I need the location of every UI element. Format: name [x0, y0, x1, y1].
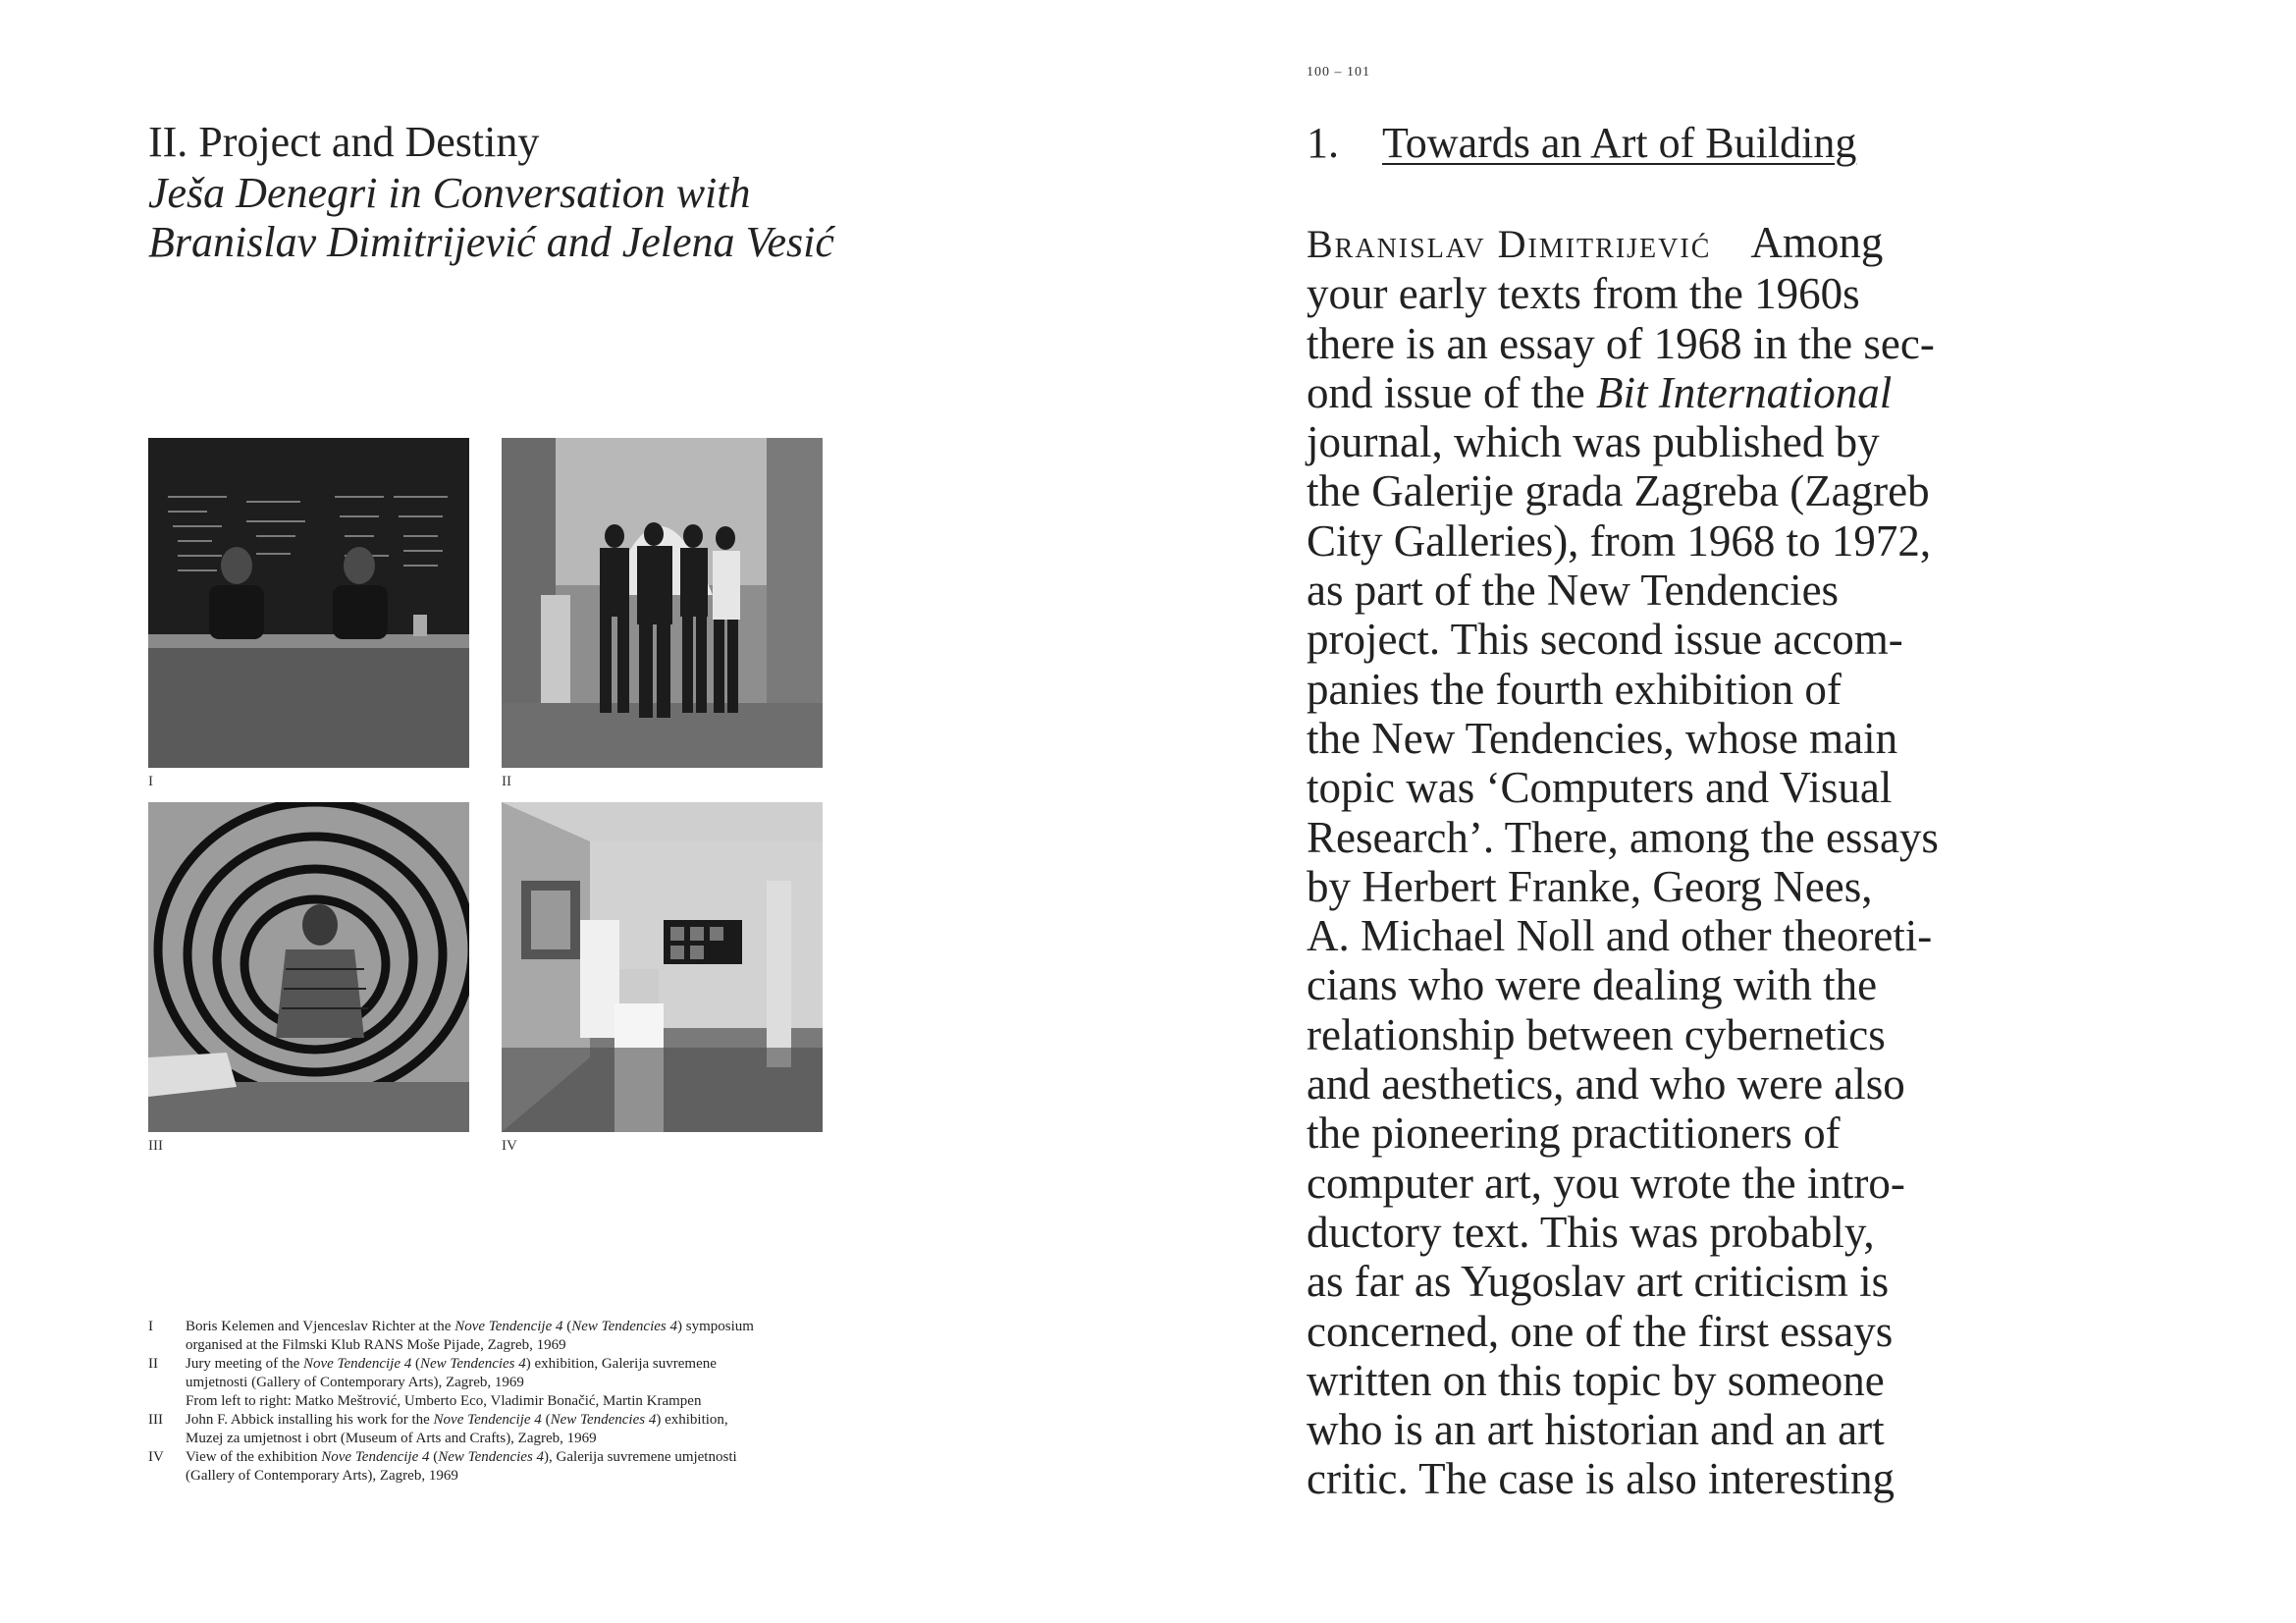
body-line: computer art, you wrote the intro- — [1307, 1158, 1905, 1208]
caption-2 — [148, 1355, 835, 1411]
photo-label-1: I — [148, 774, 153, 789]
jury-meeting-photo — [502, 438, 823, 768]
chapter-subtitle-line2: Branislav Dimitrijević and Jelena Vesić — [148, 218, 834, 266]
page-number: 100 – 101 — [1307, 65, 1370, 80]
caption-text: View of the exhibition — [186, 1449, 322, 1465]
caption-italic: New Tendencies 4 — [571, 1319, 678, 1334]
caption-text: ( — [411, 1356, 420, 1372]
caption-text: Muzej za umjetnost i obrt (Museum of Arts and Crafts), Zagreb, 1969 — [186, 1431, 597, 1446]
caption-text: organised at the Filmski Klub RANS Moše Pijade, Zagreb, 1969 — [186, 1337, 566, 1353]
caption-italic: Nove Tendencije 4 — [454, 1319, 563, 1334]
body-line: as far as Yugoslav art criticism is — [1307, 1257, 1890, 1307]
caption-text: ) exhibition, Galerija suvremene — [525, 1356, 717, 1372]
caption-number: IV — [148, 1449, 164, 1465]
artist-installing-photo — [148, 802, 469, 1132]
caption-4 — [148, 1448, 835, 1486]
body-line: written on this topic by someone — [1307, 1355, 1885, 1405]
caption-text: (Gallery of Contemporary Arts), Zagreb, 1969 — [186, 1468, 458, 1484]
caption-3 — [148, 1411, 835, 1448]
caption-text: ) symposium — [677, 1319, 754, 1334]
body-line: project. This second issue accom- — [1307, 615, 1903, 665]
photo-label-3: III — [148, 1138, 163, 1154]
body-line: critic. The case is also interesting — [1307, 1454, 1895, 1504]
body-line: who is an art historian and an art — [1307, 1405, 1885, 1455]
caption-text: ) exhibition, — [656, 1412, 728, 1428]
body-line: the Galerije grada Zagreba (Zagreb — [1307, 466, 1930, 516]
caption-text: Boris Kelemen and Vjenceslav Richter at the — [186, 1319, 455, 1334]
body-line: by Herbert Franke, Georg Nees, — [1307, 861, 1873, 911]
chapter-subtitle — [148, 169, 1032, 267]
caption-text: John F. Abbick installing his work for the — [186, 1412, 434, 1428]
body-line: journal, which was published by — [1307, 417, 1880, 467]
caption-text: From left to right: Matko Meštrović, Umberto Eco, Vladimir Bonačić, Martin Krampen — [186, 1393, 702, 1409]
caption-text: umjetnosti (Gallery of Contemporary Arts), Zagreb, 1969 — [186, 1375, 524, 1390]
chapter-subtitle-line1: Ješa Denegri in Conversation with — [148, 169, 751, 217]
body-line: cians who were dealing with the — [1307, 960, 1878, 1010]
caption-text: ( — [562, 1319, 572, 1334]
body-line: concerned, one of the first essays — [1307, 1306, 1894, 1356]
caption-italic: New Tendencies 4 — [550, 1412, 657, 1428]
body-line: relationship between cybernetics — [1307, 1009, 1886, 1059]
caption-number: II — [148, 1356, 158, 1372]
caption-text: ( — [429, 1449, 439, 1465]
body-line: City Galleries), from 1968 to 1972, — [1307, 515, 1932, 566]
body-line: the New Tendencies, whose main — [1307, 713, 1898, 763]
caption-italic: Nove Tendencije 4 — [302, 1356, 412, 1372]
body-line: there is an essay of 1968 in the sec- — [1307, 318, 1935, 368]
exhibition-view-photo — [502, 802, 823, 1132]
chapter-title: II. Project and Destiny — [148, 118, 540, 166]
caption-italic: Nove Tendencije 4 — [433, 1412, 542, 1428]
body-line: A. Michael Noll and other theoreti- — [1307, 911, 1933, 961]
section-heading — [1307, 118, 1856, 169]
caption-number: I — [148, 1319, 153, 1334]
photo-label-2: II — [502, 774, 511, 789]
caption-number: III — [148, 1412, 163, 1428]
caption-italic: Nove Tendencije 4 — [321, 1449, 430, 1465]
section-number: 1. — [1307, 119, 1339, 167]
caption-italic: New Tendencies 4 — [438, 1449, 545, 1465]
body-line: your early texts from the 1960s — [1307, 269, 1860, 319]
speaker-name: Branislav Dimitrijević — [1307, 222, 1712, 266]
caption-text: Jury meeting of the — [186, 1356, 303, 1372]
interview-body-text — [1307, 218, 2092, 1504]
body-line: and aesthetics, and who were also — [1307, 1059, 1905, 1109]
body-line: as part of the New Tendencies — [1307, 566, 1840, 616]
body-line: the pioneering practitioners of — [1307, 1109, 1841, 1159]
caption-1 — [148, 1318, 835, 1355]
photo-label-4: IV — [502, 1138, 517, 1154]
section-title: Towards an Art of Building — [1382, 119, 1857, 167]
caption-text: ( — [541, 1412, 551, 1428]
symposium-photo — [148, 438, 469, 768]
body-line: ond issue of the — [1307, 367, 1596, 417]
body-line: Among — [1750, 218, 1884, 267]
body-line: ductory text. This was probably, — [1307, 1207, 1875, 1257]
caption-italic: New Tendencies 4 — [420, 1356, 526, 1372]
body-line: Research’. There, among the essays — [1307, 812, 1939, 862]
body-line: topic was ‘Computers and Visual — [1307, 763, 1893, 813]
journal-title: Bit International — [1595, 367, 1893, 417]
caption-text: ), Galerija suvremene umjetnosti — [544, 1449, 737, 1465]
photo-captions — [148, 1318, 835, 1486]
body-line: panies the fourth exhibition of — [1307, 664, 1842, 714]
